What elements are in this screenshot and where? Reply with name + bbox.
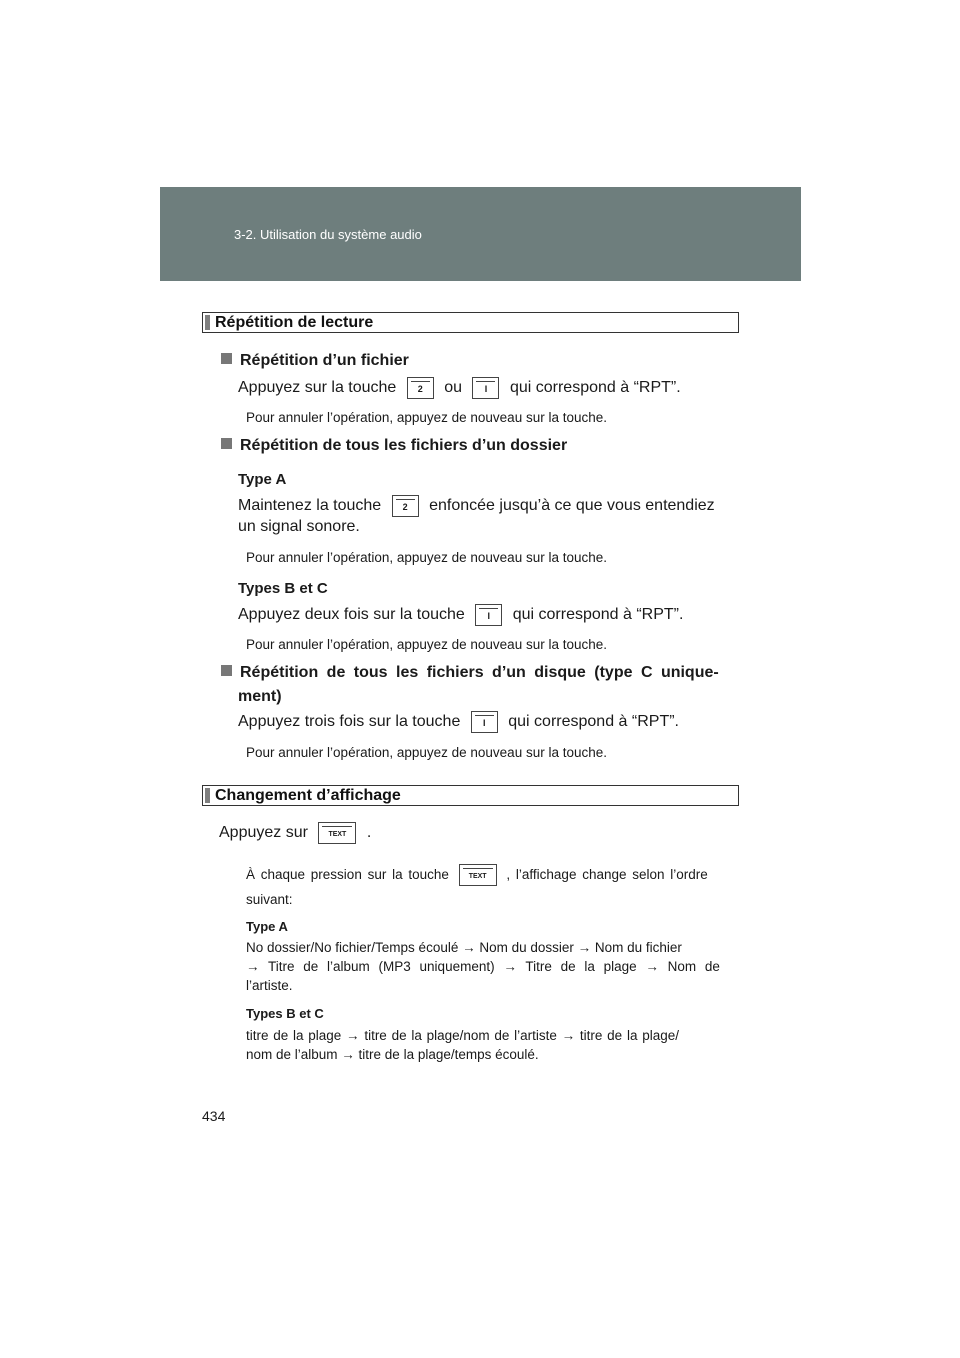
note: Pour annuler l’opération, appuyez de nouveau sur la touche. [246,410,607,425]
text-button-icon: TEXT [318,822,356,844]
sequence-line: No dossier/No fichier/Temps écoulé → Nom du dossier → Nom du fichier [246,940,682,955]
heading-bar [205,315,210,330]
type-label: Type A [246,919,288,934]
instruction-text: qui correspond à “RPT”. [509,379,681,396]
instruction-text: qui correspond à “RPT”. [512,606,684,623]
type-label: Types B et C [238,580,328,597]
instruction-text: Appuyez sur la touche [238,379,397,396]
sequence-line: → Titre de l’album (MP3 uniquement) → Titre de la plage → Nom de [246,959,720,974]
bullet-square-icon [221,438,232,449]
subheading-text: ment) [238,688,282,705]
text-button-icon: TEXT [459,864,497,886]
section-heading-display [202,785,739,806]
instruction-line [238,376,681,400]
heading-bar [205,788,210,803]
instruction-text: Appuyez trois fois sur la touche [238,713,461,730]
button-1-icon: I [471,711,498,733]
type-label: Types B et C [246,1006,324,1021]
button-1-icon: I [475,604,502,626]
sequence-line: l’artiste. [246,978,293,993]
bullet-square-icon [221,665,232,676]
instruction-text: . [366,824,372,841]
note-text: , l’affichage change selon l’ordre [506,867,708,882]
section-title: Répétition de lecture [215,314,374,331]
button-1-icon: I [472,377,499,399]
note-text: À chaque pression sur la touche [246,867,449,882]
note: Pour annuler l’opération, appuyez de nouveau sur la touche. [246,637,607,652]
button-2-icon: 2 [407,377,434,399]
subheading-folder-repeat [221,437,567,455]
note: Pour annuler l’opération, appuyez de nouveau sur la touche. [246,550,607,565]
instruction-text: ou [444,379,463,396]
subheading-file-repeat [221,352,409,370]
subheading-text: Répétition de tous les fichiers d’un disque (type C unique- [240,664,719,681]
section-heading-repetition [202,312,739,333]
instruction-text: qui correspond à “RPT”. [508,713,679,730]
instruction-line: un signal sonore. [238,518,360,535]
sequence-line: nom de l’album → titre de la plage/temps écoulé. [246,1047,539,1062]
instruction-text: Appuyez deux fois sur la touche [238,606,465,623]
header-band [160,187,801,281]
section-label: 3-2. Utilisation du système audio [234,227,422,242]
subheading-text: Répétition de tous les fichiers d’un dossier [240,437,568,454]
subheading-disc-repeat [221,664,739,682]
sequence-line: titre de la plage → titre de la plage/nom de l’artiste → titre de la plage/ [246,1028,679,1043]
note-line [246,863,736,887]
page-number: 434 [202,1108,226,1124]
button-2-icon: 2 [392,495,419,517]
note: Pour annuler l’opération, appuyez de nouveau sur la touche. [246,745,607,760]
instruction-line [219,821,371,845]
note-text: suivant: [246,892,293,907]
instruction-line [238,710,679,734]
section-title: Changement d’affichage [215,787,401,804]
instruction-text: Maintenez la touche [238,497,382,514]
instruction-text: Appuyez sur [219,824,308,841]
subheading-text: Répétition d’un fichier [240,352,409,369]
instruction-line [238,494,715,518]
bullet-square-icon [221,353,232,364]
type-label: Type A [238,471,287,488]
instruction-line [238,603,683,627]
instruction-text: enfoncée jusqu’à ce que vous entendiez [429,497,715,514]
